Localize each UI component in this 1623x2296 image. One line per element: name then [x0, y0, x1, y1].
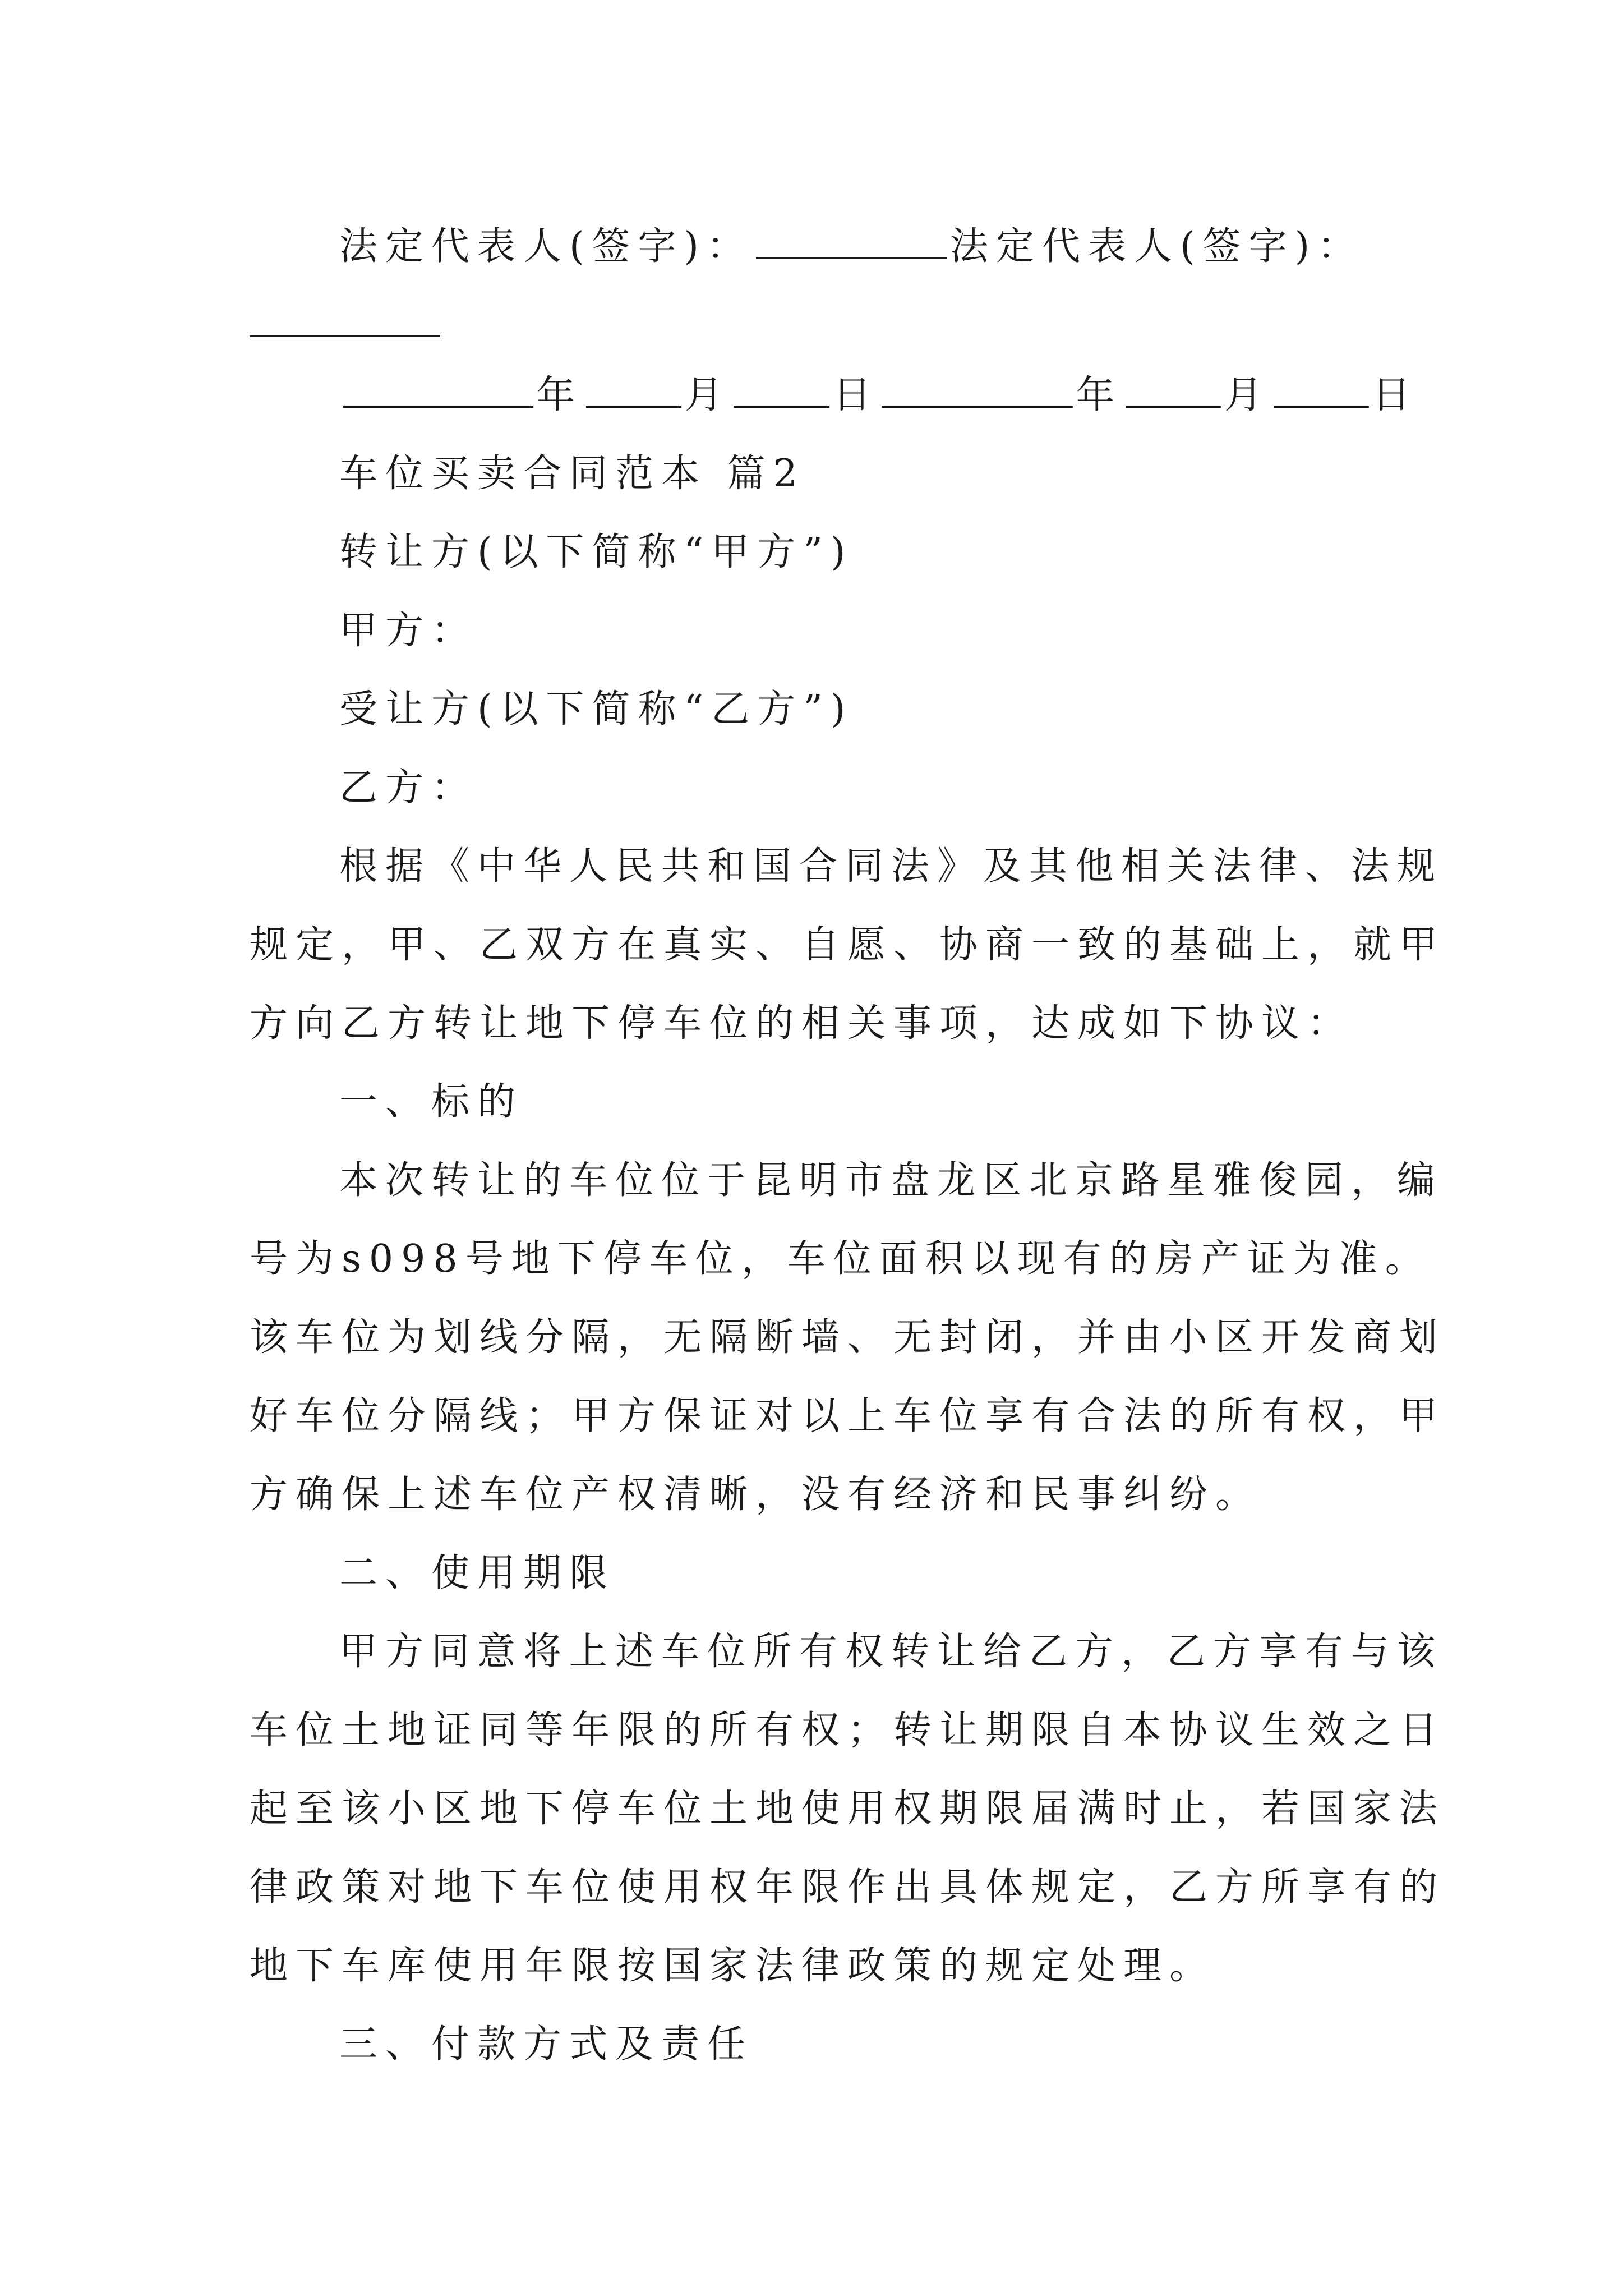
- party-b-line: 乙方：: [339, 766, 478, 810]
- section-title: 车位买卖合同范本 篇2: [339, 452, 805, 496]
- signature-blank-b: [250, 335, 440, 337]
- month-blank-b: [1126, 374, 1221, 408]
- transferee-line: 受让方(以下简称“乙方”): [339, 687, 854, 731]
- intro-line-1: 根据《中华人民共和国合同法》及其他相关法律、法规: [339, 844, 1444, 889]
- signature-blank-a: [756, 225, 947, 259]
- term-line-1: 甲方同意将上述车位所有权转让给乙方，乙方享有与该: [339, 1630, 1444, 1674]
- day-blank-a: [734, 374, 829, 408]
- subject-line-2: 号为s098号地下停车位，车位面积以现有的房产证为准。: [250, 1237, 1431, 1281]
- subject-line-5: 方确保上述车位产权清晰，没有经济和民事纠纷。: [250, 1473, 1262, 1517]
- heading-payment: 三、付款方式及责任: [339, 2022, 754, 2067]
- year-blank-a: [343, 374, 533, 408]
- intro-line-2: 规定，甲、乙双方在真实、自愿、协商一致的基础上，就甲: [250, 923, 1446, 967]
- transferor-line: 转让方(以下简称“甲方”): [339, 530, 854, 574]
- signature-row: [339, 224, 1388, 269]
- subject-line-1: 本次转让的车位位于昆明市盘龙区北京路星雅俊园，编: [339, 1158, 1444, 1203]
- month-label-a: 月: [685, 373, 731, 417]
- heading-term: 二、使用期限: [339, 1551, 616, 1595]
- heading-subject: 一、标的: [339, 1080, 524, 1124]
- day-label-a: 日: [833, 373, 879, 417]
- rep-label-b: 法定代表人(签字)：: [950, 224, 1364, 269]
- rep-label-a: 法定代表人(签字)：: [339, 224, 753, 269]
- party-a-line: 甲方：: [339, 609, 478, 653]
- month-blank-a: [586, 374, 681, 408]
- date-row: [339, 373, 1419, 418]
- term-line-4: 律政策对地下车位使用权年限作出具体规定，乙方所享有的: [250, 1865, 1446, 1910]
- month-label-b: 月: [1224, 373, 1271, 417]
- year-label-a: 年: [537, 373, 583, 417]
- year-blank-b: [882, 374, 1073, 408]
- term-line-3: 起至该小区地下停车位土地使用权期限届满时止，若国家法: [250, 1787, 1446, 1831]
- term-line-5: 地下车库使用年限按国家法律政策的规定处理。: [250, 1944, 1216, 1988]
- subject-line-4: 好车位分隔线；甲方保证对以上车位享有合法的所有权，甲: [250, 1394, 1446, 1438]
- subject-line-3: 该车位为划线分隔，无隔断墙、无封闭，并由小区开发商划: [250, 1315, 1446, 1360]
- year-label-b: 年: [1076, 373, 1123, 417]
- term-line-2: 车位土地证同等年限的所有权；转让期限自本协议生效之日: [250, 1708, 1446, 1752]
- day-blank-b: [1274, 374, 1369, 408]
- day-label-b: 日: [1372, 373, 1419, 417]
- intro-line-3: 方向乙方转让地下停车位的相关事项，达成如下协议：: [250, 1001, 1354, 1046]
